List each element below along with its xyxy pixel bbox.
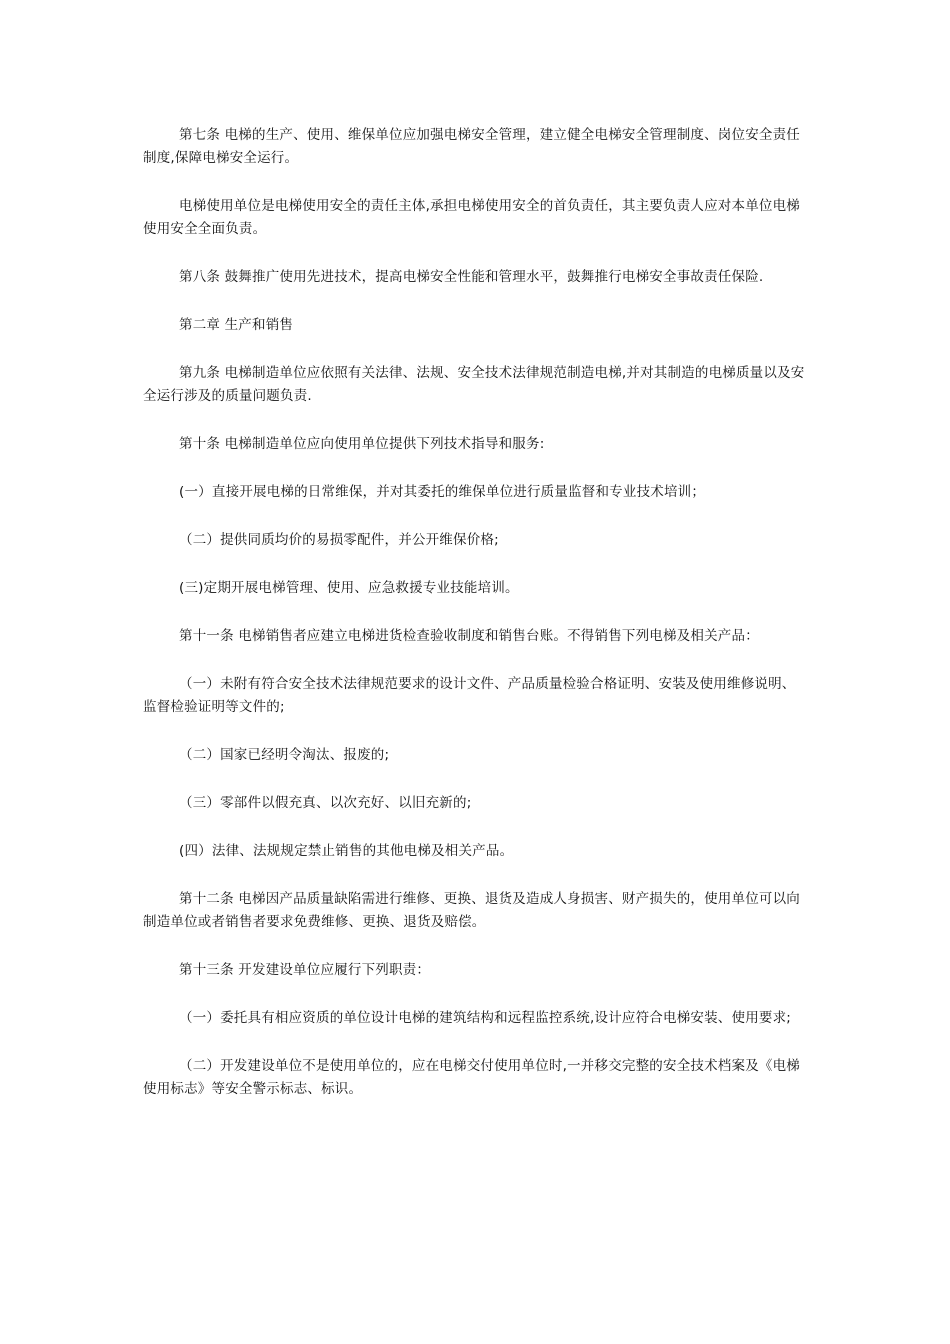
list-item-13-2: （二）开发建设单位不是使用单位的，应在电梯交付使用单位时,一并移交完整的安全技术档案及《电梯使用标志》等安全警示标志、标识。	[143, 1058, 800, 1097]
paragraph-article-10: 第十条 电梯制造单位应向使用单位提供下列技术指导和服务:	[179, 436, 545, 452]
list-item-11-4: (四）法律、法规规定禁止销售的其他电梯及相关产品。	[179, 843, 514, 859]
list-item-13-1: （一）委托具有相应资质的单位设计电梯的建筑结构和远程监控系统,设计应符合电梯安装、使用要求;	[179, 1010, 792, 1026]
paragraph-user-responsibility: 电梯使用单位是电梯使用安全的责任主体,承担电梯使用安全的首负责任，其主要负责人应对本单位电梯使用安全全面负责。	[143, 198, 800, 237]
paragraph-article-7: 第七条 电梯的生产、使用、维保单位应加强电梯安全管理，建立健全电梯安全管理制度、岗位安全责任制度,保障电梯安全运行。	[143, 127, 800, 166]
list-item-11-1: （一）未附有符合安全技术法律规范要求的设计文件、产品质量检验合格证明、安装及使用维修说明、监督检验证明等文件的;	[143, 676, 796, 715]
list-item-10-1: (一）直接开展电梯的日常维保，并对其委托的维保单位进行质量监督和专业技术培训；	[179, 484, 706, 500]
list-item-11-2: （二）国家已经明令淘汰、报废的;	[179, 747, 390, 763]
chapter-heading: 第二章 生产和销售	[179, 317, 294, 333]
paragraph-article-9: 第九条 电梯制造单位应依照有关法律、法规、安全技术法律规范制造电梯,并对其制造的电梯质量以及安全运行涉及的质量问题负责.	[143, 365, 805, 404]
paragraph-article-13: 第十三条 开发建设单位应履行下列职责：	[179, 962, 431, 978]
list-item-10-2: （二）提供同质均价的易损零配件，并公开维保价格;	[179, 532, 499, 548]
paragraph-article-12: 第十二条 电梯因产品质量缺陷需进行维修、更换、退货及造成人身损害、财产损失的，使用单位可以向制造单位或者销售者要求免费维修、更换、退货及赔偿。	[143, 891, 800, 930]
list-item-11-3: （三）零部件以假充真、以次充好、以旧充新的;	[179, 795, 472, 811]
paragraph-article-8: 第八条 鼓舞推广使用先进技术，提高电梯安全性能和管理水平，鼓舞推行电梯安全事故责任保险.	[179, 269, 764, 285]
document-body	[143, 124, 808, 1126]
paragraph-article-11: 第十一条 电梯销售者应建立电梯进货检查验收制度和销售台账。不得销售下列电梯及相关产品：	[179, 628, 759, 644]
list-item-10-3: (三)定期开展电梯管理、使用、应急救援专业技能培训。	[179, 580, 519, 596]
